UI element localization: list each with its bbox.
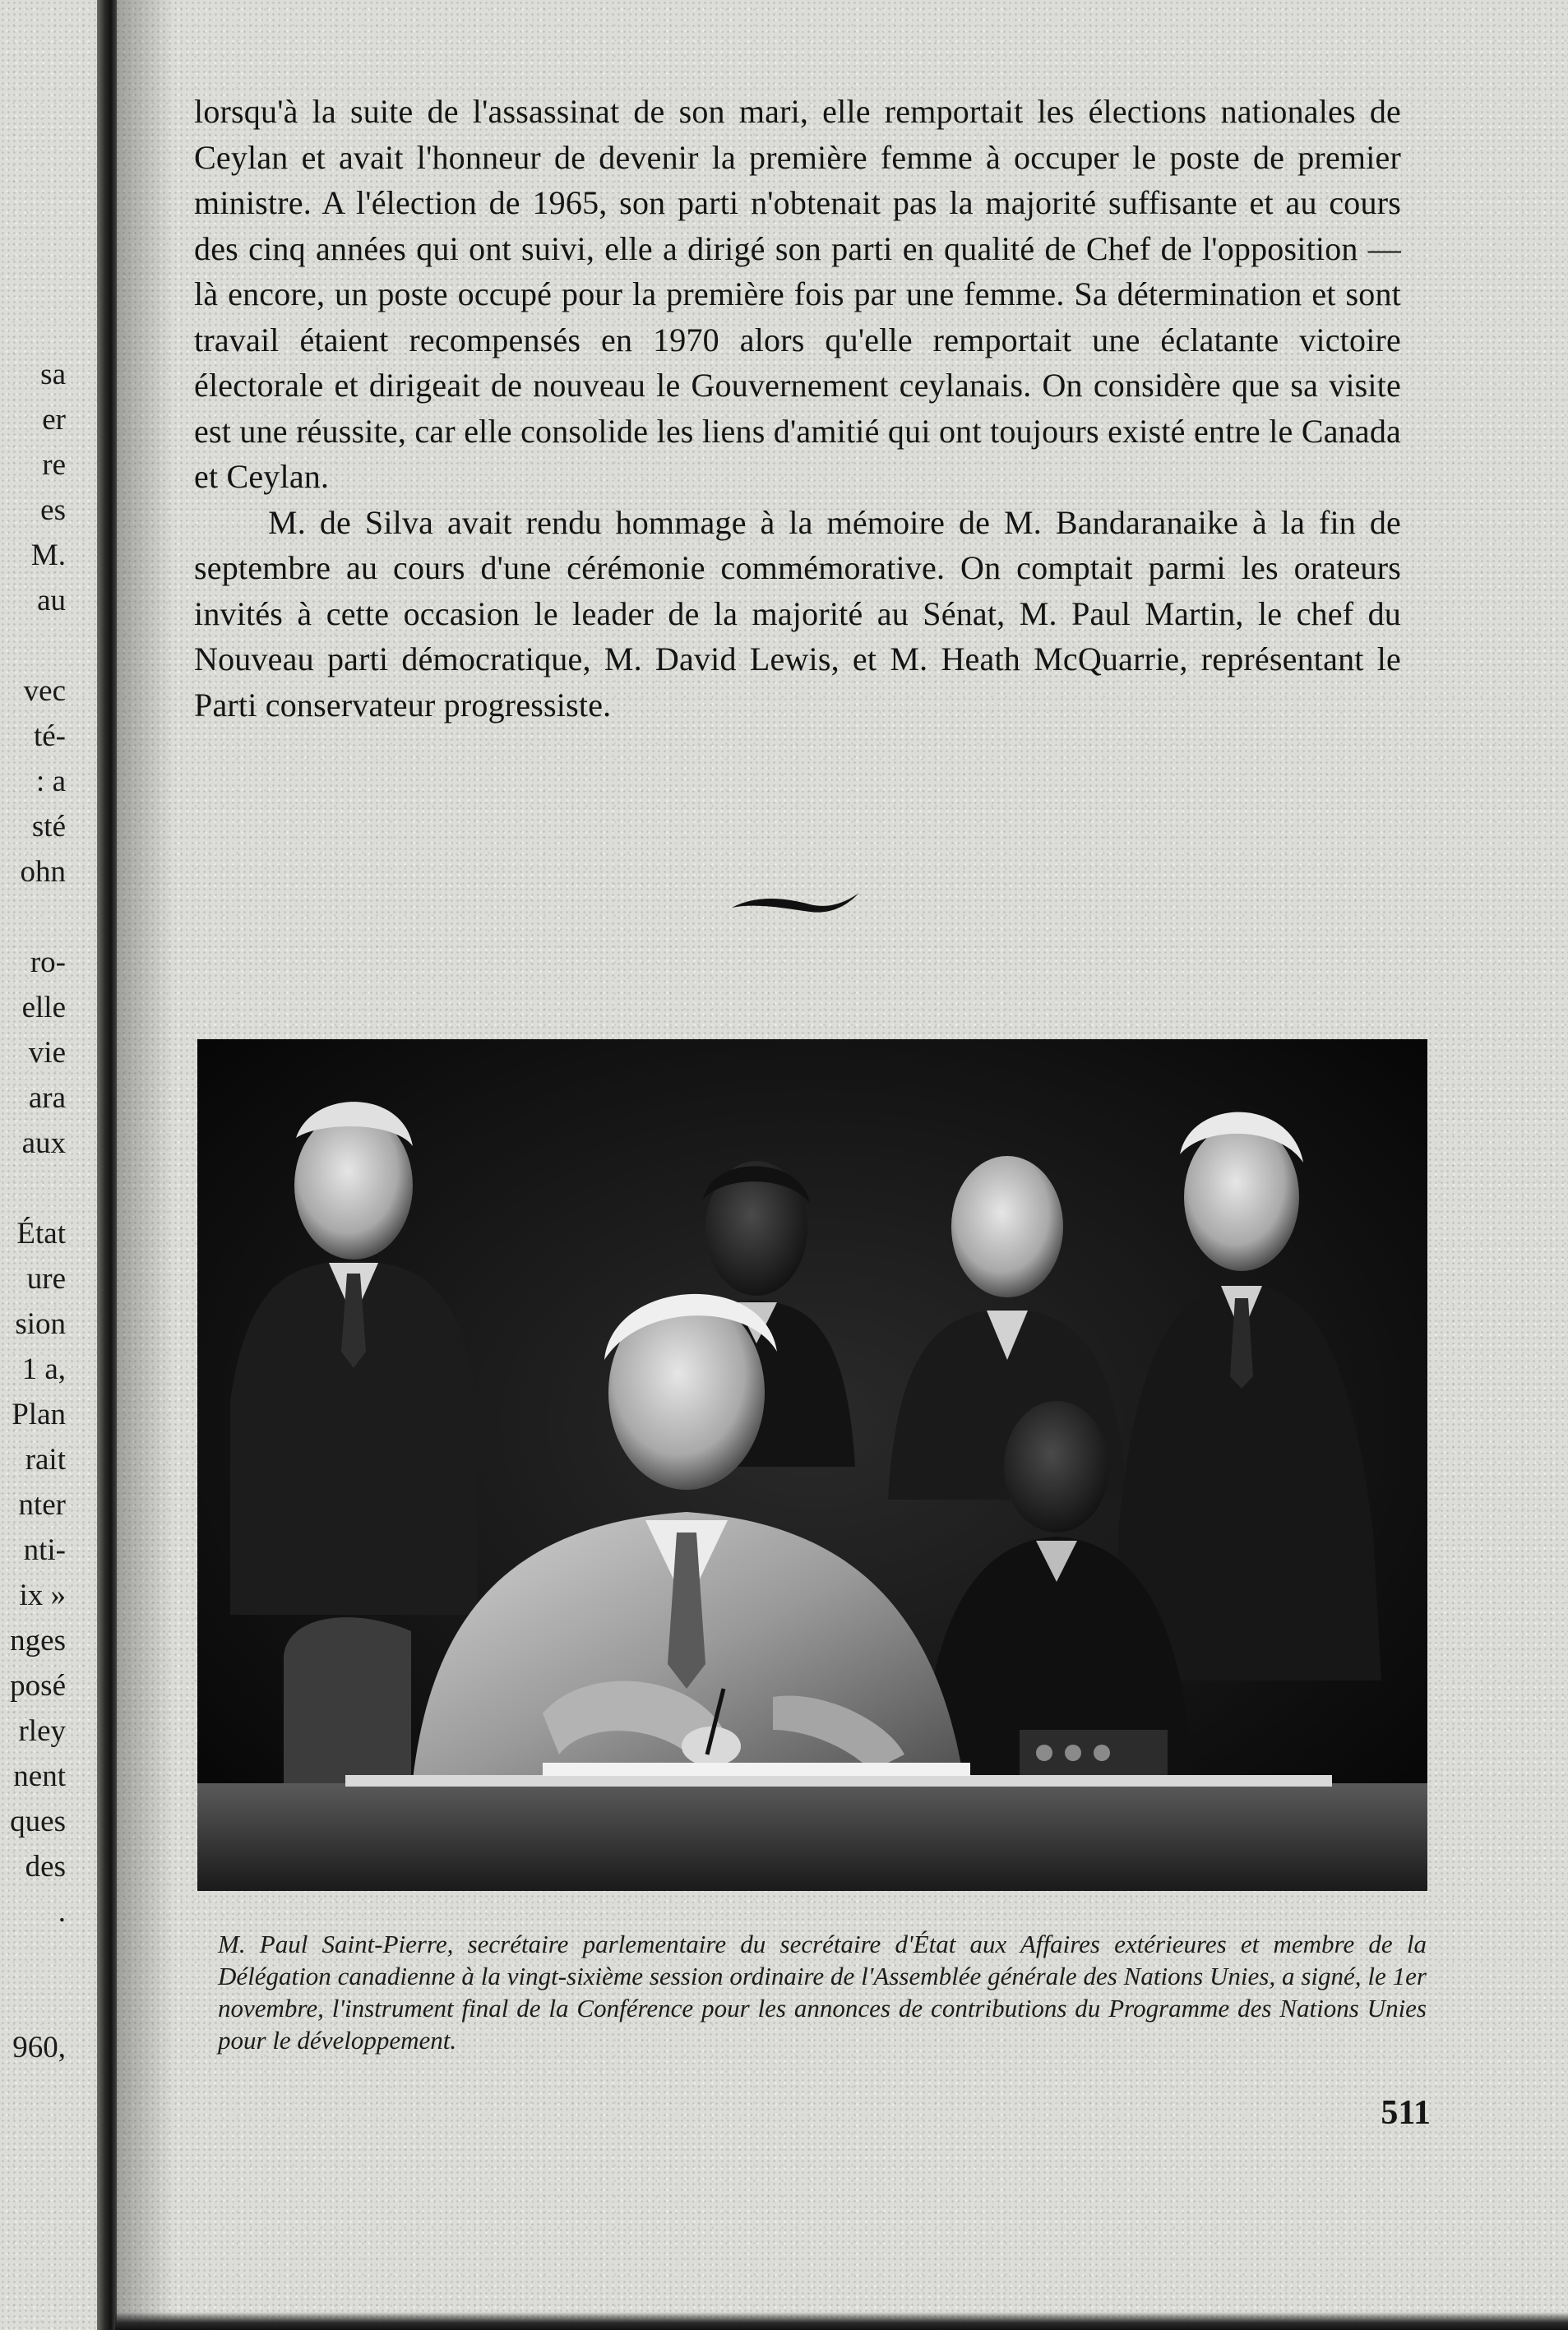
facing-page-line: es	[40, 493, 66, 527]
facing-page-line: 960,	[12, 2031, 66, 2064]
facing-page-line: elle	[21, 991, 66, 1024]
facing-page-line: État	[16, 1217, 66, 1251]
facing-page-line: Plan	[12, 1398, 66, 1431]
facing-page-line: : a	[36, 765, 66, 798]
facing-page-line: nent	[13, 1759, 66, 1793]
facing-page-line: sion	[15, 1307, 66, 1341]
facing-page-line: rley	[18, 1714, 66, 1748]
page-number: 511	[1381, 2094, 1431, 2132]
facing-page-line: ure	[26, 1262, 66, 1296]
facing-page-line: ro-	[30, 945, 66, 979]
page-bottom-edge	[115, 2312, 1568, 2330]
facing-page-line: re	[42, 448, 66, 482]
facing-page-line: nter	[18, 1488, 66, 1522]
facing-page-line: nges	[10, 1624, 66, 1657]
facing-page-line: au	[37, 584, 66, 617]
section-divider-ornament	[724, 886, 863, 927]
facing-page-line: ohn	[20, 855, 66, 889]
facing-page-line: er	[42, 403, 66, 437]
photo-illustration	[197, 1039, 1427, 1891]
facing-page-line: 1 a,	[21, 1352, 66, 1386]
signing-ceremony-photo	[197, 1039, 1427, 1891]
facing-page-line: posé	[10, 1669, 66, 1703]
facing-page-line: ara	[28, 1081, 66, 1115]
paragraph-1: lorsqu'à la suite de l'assassinat de son mari, elle remportait les élections nationales de Ceylan et avait l'honneur de devenir la première femme à occuper le poste de premier ministre. A l'élection de 1965, son parti n'obtenait pas la majorité suffisante et au cours des cinq années qui ont suivi, elle a dirigé son parti en qualité de Chef de l'opposition — là encore, un poste occupé pour la première fois par une femme. Sa détermination et sont travail étaient recompensés en 1970 alors qu'elle remportait une éclatante victoire électorale et dirigeait de nouveau le Gouvernement ceylanais. On considère que sa visite est une réussite, car elle consolide les liens d'amitié qui ont toujours existé entre le Canada et Ceylan.	[194, 93, 1401, 495]
facing-page-fragment	[0, 0, 97, 2330]
facing-page-line: vie	[28, 1036, 66, 1070]
facing-page-line: des	[25, 1850, 66, 1884]
facing-page-line: ix »	[19, 1579, 66, 1612]
facing-page-line: vec	[23, 674, 66, 708]
facing-page-line: ques	[10, 1805, 66, 1838]
facing-page-line: rait	[25, 1443, 66, 1477]
article-body	[194, 89, 1401, 728]
gutter-shadow	[117, 0, 174, 2330]
facing-page-line: nti-	[23, 1533, 66, 1567]
facing-page-line: M.	[30, 539, 66, 572]
paragraph-2: M. de Silva avait rendu hommage à la mémoire de M. Bandaranaike à la fin de septembre au cours d'une cérémonie commémorative. On comptait parmi les orateurs invités à cette occasion le leader de la majorité au Sénat, M. Paul Martin, le chef du Nouveau parti démocratique, M. David Lewis, et M. Heath McQuarrie, représentant le Parti conservateur progressiste.	[194, 503, 1401, 724]
photo-caption: M. Paul Saint-Pierre, secrétaire parlementaire du secrétaire d'État aux Affaires extérieures et membre de la Délégation canadienne à la vingt-sixième session ordinaire de l'Assemblée générale des Nations Unies, a signé, le 1er novembre, l'instrument final de la Conférence pour les annonces de contributions du Programme des Nations Unies pour le développement.	[218, 1930, 1427, 2055]
facing-page-line: sté	[31, 810, 66, 844]
facing-page-line: aux	[21, 1126, 66, 1160]
facing-page-line: sa	[40, 358, 66, 391]
facing-page-line: té-	[33, 719, 66, 753]
book-gutter	[97, 0, 117, 2330]
facing-page-line: .	[58, 1895, 66, 1929]
